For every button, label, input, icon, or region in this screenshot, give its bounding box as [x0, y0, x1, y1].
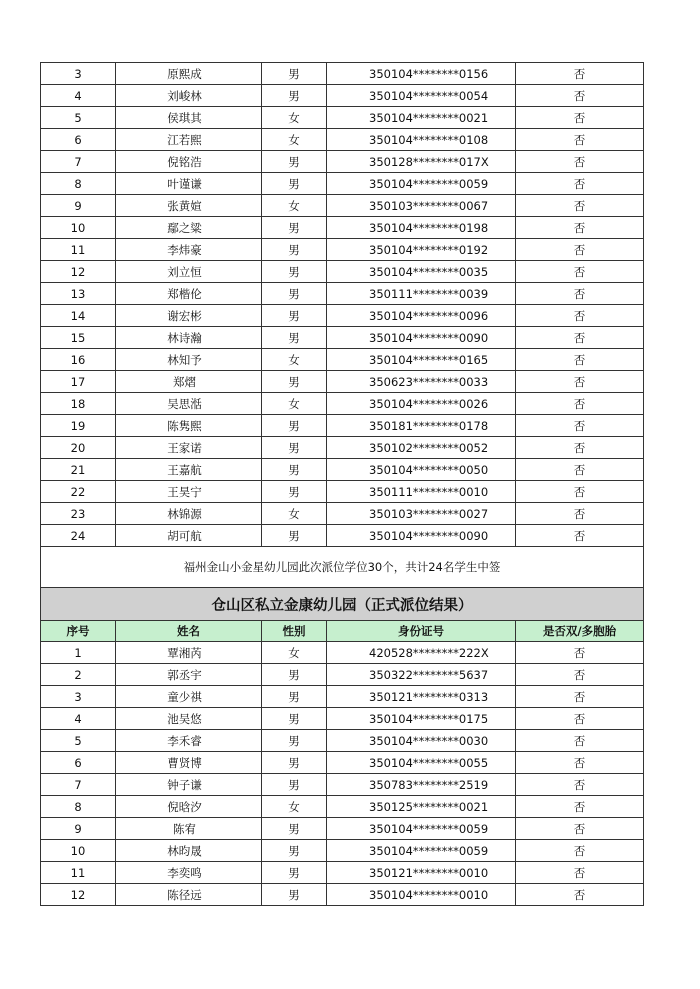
- table-row: [41, 774, 644, 796]
- cell-name: 郭丞宇: [116, 664, 262, 686]
- cell-id: 350121********0313: [327, 686, 516, 708]
- table-row: [41, 283, 644, 305]
- cell-twin: 否: [516, 642, 644, 664]
- cell-id: 350125********0021: [327, 796, 516, 818]
- cell-gender: 男: [262, 708, 327, 730]
- cell-name: 倪晗汐: [116, 796, 262, 818]
- cell-id: 350104********0096: [327, 305, 516, 327]
- cell-name: 倪铭浩: [116, 151, 262, 173]
- cell-twin: 否: [516, 239, 644, 261]
- cell-no: 3: [41, 63, 116, 85]
- table-row: [41, 151, 644, 173]
- section-title-row: [41, 588, 644, 621]
- cell-id: 350104********0175: [327, 708, 516, 730]
- cell-no: 21: [41, 459, 116, 481]
- results-sheet: [40, 62, 643, 906]
- table-row: [41, 862, 644, 884]
- cell-no: 7: [41, 151, 116, 173]
- cell-twin: 否: [516, 525, 644, 547]
- cell-twin: 否: [516, 459, 644, 481]
- cell-twin: 否: [516, 752, 644, 774]
- cell-id: 350104********0026: [327, 393, 516, 415]
- table-row: [41, 349, 644, 371]
- cell-twin: 否: [516, 195, 644, 217]
- cell-name: 原熙成: [116, 63, 262, 85]
- cell-id: 350104********0054: [327, 85, 516, 107]
- cell-twin: 否: [516, 774, 644, 796]
- cell-gender: 男: [262, 217, 327, 239]
- cell-no: 20: [41, 437, 116, 459]
- cell-id: 350103********0067: [327, 195, 516, 217]
- cell-name: 刘立恒: [116, 261, 262, 283]
- cell-id: 350623********0033: [327, 371, 516, 393]
- cell-no: 14: [41, 305, 116, 327]
- cell-name: 胡可航: [116, 525, 262, 547]
- cell-name: 陈宥: [116, 818, 262, 840]
- cell-name: 李禾睿: [116, 730, 262, 752]
- cell-name: 吴思湉: [116, 393, 262, 415]
- cell-no: 15: [41, 327, 116, 349]
- cell-name: 钟子谦: [116, 774, 262, 796]
- table-row: [41, 195, 644, 217]
- cell-gender: 男: [262, 63, 327, 85]
- cell-id: 350121********0010: [327, 862, 516, 884]
- header-name: 姓名: [116, 621, 262, 642]
- cell-id: 350111********0010: [327, 481, 516, 503]
- cell-no: 12: [41, 261, 116, 283]
- cell-id: 350181********0178: [327, 415, 516, 437]
- cell-no: 11: [41, 239, 116, 261]
- table-row: [41, 415, 644, 437]
- cell-twin: 否: [516, 217, 644, 239]
- cell-name: 郑熠: [116, 371, 262, 393]
- summary-note: 福州金山小金星幼儿园此次派位学位30个，共计24名学生中签: [41, 547, 644, 588]
- table-row: [41, 664, 644, 686]
- cell-name: 鄢之粱: [116, 217, 262, 239]
- cell-id: 350104********0059: [327, 173, 516, 195]
- table-row: [41, 173, 644, 195]
- cell-twin: 否: [516, 327, 644, 349]
- cell-name: 池吴悠: [116, 708, 262, 730]
- cell-twin: 否: [516, 173, 644, 195]
- cell-no: 16: [41, 349, 116, 371]
- cell-gender: 男: [262, 305, 327, 327]
- table-row: [41, 393, 644, 415]
- cell-no: 18: [41, 393, 116, 415]
- cell-name: 郑楷伦: [116, 283, 262, 305]
- cell-id: 350104********0192: [327, 239, 516, 261]
- cell-name: 刘峻林: [116, 85, 262, 107]
- cell-gender: 女: [262, 796, 327, 818]
- cell-gender: 男: [262, 840, 327, 862]
- table-row: [41, 305, 644, 327]
- cell-name: 林昀晟: [116, 840, 262, 862]
- cell-gender: 男: [262, 664, 327, 686]
- table-row: [41, 730, 644, 752]
- cell-gender: 男: [262, 818, 327, 840]
- cell-gender: 女: [262, 503, 327, 525]
- cell-no: 9: [41, 818, 116, 840]
- cell-twin: 否: [516, 862, 644, 884]
- cell-no: 9: [41, 195, 116, 217]
- cell-no: 2: [41, 664, 116, 686]
- cell-twin: 否: [516, 664, 644, 686]
- summary-row: [41, 547, 644, 588]
- cell-gender: 女: [262, 393, 327, 415]
- table-row: [41, 884, 644, 906]
- cell-gender: 男: [262, 459, 327, 481]
- table-row: [41, 818, 644, 840]
- cell-id: 420528********222X: [327, 642, 516, 664]
- table-row: [41, 686, 644, 708]
- cell-name: 覃湘芮: [116, 642, 262, 664]
- cell-no: 6: [41, 129, 116, 151]
- cell-gender: 女: [262, 129, 327, 151]
- cell-gender: 男: [262, 371, 327, 393]
- cell-no: 8: [41, 173, 116, 195]
- table-row: [41, 327, 644, 349]
- table-row: [41, 437, 644, 459]
- cell-id: 350104********0108: [327, 129, 516, 151]
- cell-no: 22: [41, 481, 116, 503]
- cell-no: 5: [41, 730, 116, 752]
- cell-gender: 男: [262, 261, 327, 283]
- cell-gender: 男: [262, 173, 327, 195]
- table-row: [41, 371, 644, 393]
- cell-name: 李奕鸣: [116, 862, 262, 884]
- cell-twin: 否: [516, 840, 644, 862]
- table1-body: [41, 63, 644, 547]
- cell-twin: 否: [516, 437, 644, 459]
- cell-name: 曹贤博: [116, 752, 262, 774]
- cell-no: 12: [41, 884, 116, 906]
- cell-no: 17: [41, 371, 116, 393]
- cell-name: 叶谨谦: [116, 173, 262, 195]
- table-row: [41, 239, 644, 261]
- table2-body: [41, 642, 644, 906]
- cell-twin: 否: [516, 884, 644, 906]
- cell-no: 19: [41, 415, 116, 437]
- cell-twin: 否: [516, 349, 644, 371]
- table-row: [41, 217, 644, 239]
- cell-gender: 女: [262, 349, 327, 371]
- cell-twin: 否: [516, 415, 644, 437]
- cell-twin: 否: [516, 686, 644, 708]
- cell-name: 林知予: [116, 349, 262, 371]
- table-row: [41, 459, 644, 481]
- table-row: [41, 107, 644, 129]
- cell-gender: 男: [262, 774, 327, 796]
- cell-twin: 否: [516, 708, 644, 730]
- cell-twin: 否: [516, 63, 644, 85]
- header-twin: 是否双/多胞胎: [516, 621, 644, 642]
- cell-name: 李炜豪: [116, 239, 262, 261]
- cell-id: 350104********0090: [327, 327, 516, 349]
- cell-twin: 否: [516, 261, 644, 283]
- header-id: 身份证号: [327, 621, 516, 642]
- cell-no: 4: [41, 85, 116, 107]
- cell-name: 张黄媗: [116, 195, 262, 217]
- header-row: [41, 621, 644, 642]
- section-title: 仓山区私立金康幼儿园（正式派位结果）: [41, 588, 644, 621]
- cell-twin: 否: [516, 730, 644, 752]
- cell-name: 陈径远: [116, 884, 262, 906]
- cell-id: 350104********0055: [327, 752, 516, 774]
- cell-id: 350104********0156: [327, 63, 516, 85]
- cell-id: 350104********0198: [327, 217, 516, 239]
- cell-id: 350783********2519: [327, 774, 516, 796]
- cell-no: 5: [41, 107, 116, 129]
- cell-id: 350104********0059: [327, 818, 516, 840]
- table-row: [41, 840, 644, 862]
- cell-gender: 男: [262, 481, 327, 503]
- cell-gender: 女: [262, 195, 327, 217]
- cell-twin: 否: [516, 283, 644, 305]
- cell-id: 350322********5637: [327, 664, 516, 686]
- cell-id: 350104********0090: [327, 525, 516, 547]
- cell-no: 13: [41, 283, 116, 305]
- cell-name: 侯琪其: [116, 107, 262, 129]
- table-row: [41, 261, 644, 283]
- cell-id: 350104********0059: [327, 840, 516, 862]
- cell-no: 23: [41, 503, 116, 525]
- cell-name: 陈隽熙: [116, 415, 262, 437]
- cell-id: 350102********0052: [327, 437, 516, 459]
- header-no: 序号: [41, 621, 116, 642]
- table-row: [41, 642, 644, 664]
- cell-id: 350104********0010: [327, 884, 516, 906]
- cell-twin: 否: [516, 503, 644, 525]
- cell-gender: 男: [262, 730, 327, 752]
- cell-id: 350104********0030: [327, 730, 516, 752]
- cell-no: 6: [41, 752, 116, 774]
- cell-id: 350104********0050: [327, 459, 516, 481]
- cell-gender: 男: [262, 686, 327, 708]
- cell-twin: 否: [516, 107, 644, 129]
- cell-no: 10: [41, 217, 116, 239]
- table-row: [41, 503, 644, 525]
- table-row: [41, 796, 644, 818]
- table-row: [41, 525, 644, 547]
- cell-twin: 否: [516, 371, 644, 393]
- cell-twin: 否: [516, 305, 644, 327]
- table-row: [41, 85, 644, 107]
- cell-id: 350111********0039: [327, 283, 516, 305]
- cell-gender: 男: [262, 327, 327, 349]
- cell-twin: 否: [516, 393, 644, 415]
- cell-gender: 男: [262, 283, 327, 305]
- cell-twin: 否: [516, 818, 644, 840]
- cell-id: 350104********0021: [327, 107, 516, 129]
- cell-id: 350128********017X: [327, 151, 516, 173]
- cell-no: 7: [41, 774, 116, 796]
- cell-twin: 否: [516, 85, 644, 107]
- table-row: [41, 63, 644, 85]
- cell-no: 24: [41, 525, 116, 547]
- table1-footer: [41, 547, 644, 642]
- cell-gender: 男: [262, 525, 327, 547]
- cell-name: 童少祺: [116, 686, 262, 708]
- cell-gender: 男: [262, 884, 327, 906]
- cell-id: 350104********0035: [327, 261, 516, 283]
- cell-gender: 男: [262, 752, 327, 774]
- results-table: [40, 62, 644, 906]
- cell-twin: 否: [516, 796, 644, 818]
- cell-twin: 否: [516, 129, 644, 151]
- cell-no: 1: [41, 642, 116, 664]
- cell-name: 林锦源: [116, 503, 262, 525]
- cell-twin: 否: [516, 151, 644, 173]
- header-gender: 性别: [262, 621, 327, 642]
- cell-no: 10: [41, 840, 116, 862]
- cell-gender: 男: [262, 239, 327, 261]
- cell-name: 王家诺: [116, 437, 262, 459]
- cell-id: 350103********0027: [327, 503, 516, 525]
- cell-gender: 男: [262, 862, 327, 884]
- cell-name: 谢宏彬: [116, 305, 262, 327]
- cell-gender: 女: [262, 642, 327, 664]
- cell-name: 王嘉航: [116, 459, 262, 481]
- cell-name: 江若熙: [116, 129, 262, 151]
- cell-gender: 女: [262, 107, 327, 129]
- table-row: [41, 752, 644, 774]
- cell-gender: 男: [262, 415, 327, 437]
- cell-gender: 男: [262, 85, 327, 107]
- cell-no: 11: [41, 862, 116, 884]
- cell-no: 8: [41, 796, 116, 818]
- cell-gender: 男: [262, 437, 327, 459]
- table-row: [41, 708, 644, 730]
- cell-id: 350104********0165: [327, 349, 516, 371]
- cell-gender: 男: [262, 151, 327, 173]
- cell-name: 林诗瀚: [116, 327, 262, 349]
- table-row: [41, 481, 644, 503]
- cell-no: 3: [41, 686, 116, 708]
- table-row: [41, 129, 644, 151]
- cell-no: 4: [41, 708, 116, 730]
- cell-name: 王昊宁: [116, 481, 262, 503]
- cell-twin: 否: [516, 481, 644, 503]
